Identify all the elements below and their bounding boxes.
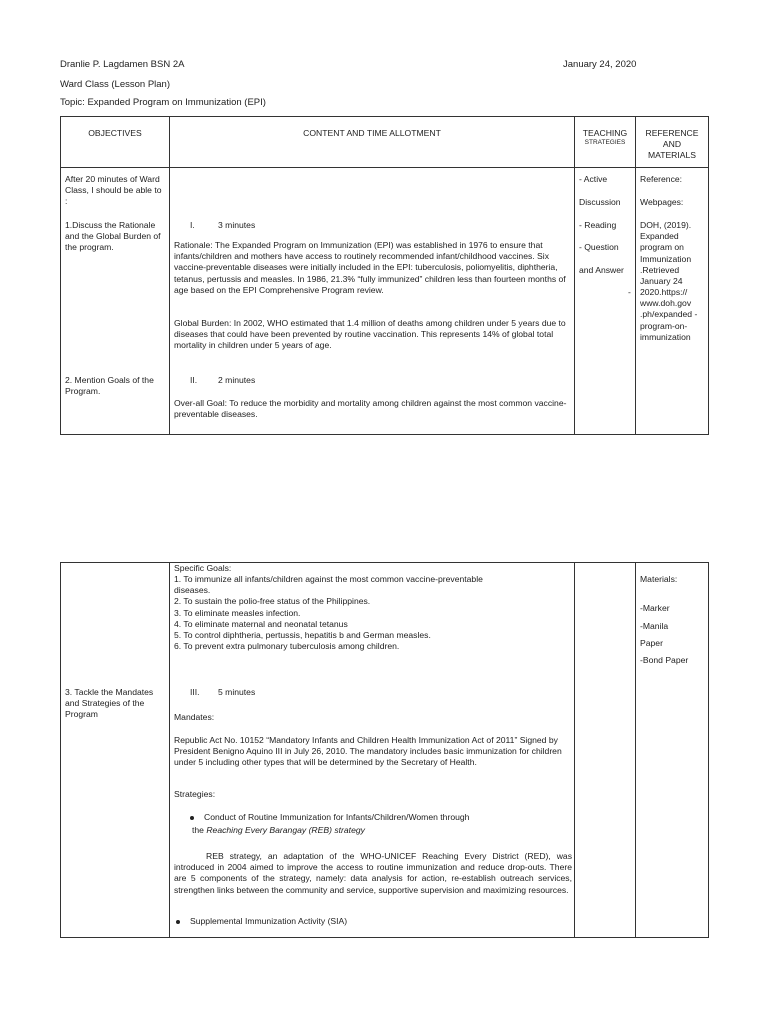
- objectives-header: OBJECTIVES: [61, 117, 170, 168]
- content-header: CONTENT AND TIME ALLOTMENT: [170, 117, 575, 168]
- objective-3: 3. Tackle the Mandates and Strategies of the Program: [65, 687, 154, 720]
- goal-item: 5. To control diphtheria, pertussis, hepatitis b and German measles.: [174, 629, 431, 640]
- goal-item: 2. To sustain the polio-free status of the Philippines.: [174, 596, 371, 607]
- content-cell: [170, 168, 575, 435]
- objective-2: 2. Mention Goals of the Program.: [65, 375, 154, 397]
- lesson-plan-table-1: [60, 116, 709, 435]
- material-manila: -Manila: [640, 621, 669, 631]
- document-date: January 24, 2020: [563, 59, 637, 70]
- rationale-text: Rationale: The Expanded Program on Immunization (EPI) was established in 1976 to ensure that infants/children and mothers have access to routinely recommended infant/childhood vaccines. Six vaccine-preventable diseases were initially included in the EPI: tuberculosis, poliomyelitis, diphtheria, tetanus, pertussis and measles. In 1986, 21.3% “fully immunized” children less than fourteen months of age based on the EPI Comprehensive Program review.: [174, 240, 566, 295]
- goals-list: [174, 574, 514, 652]
- strategy-active: - Active: [579, 174, 608, 184]
- class-title: Ward Class (Lesson Plan): [60, 79, 170, 90]
- section-3-number: III.: [190, 687, 200, 697]
- webpages-label: Webpages:: [640, 197, 684, 207]
- overall-goal-text: Over-all Goal: To reduce the morbidity and mortality among children against the most common vaccine-preventable diseases.: [174, 398, 567, 420]
- section-2-number: II.: [190, 375, 198, 385]
- goal-item: 4. To eliminate maternal and neonatal tetanus: [174, 618, 348, 629]
- section-2-time: 2 minutes: [218, 375, 256, 385]
- topic-line: Topic: Expanded Program on Immunization (EPI): [60, 97, 266, 108]
- materials-cell: [636, 563, 709, 938]
- reference-cell: [628, 168, 709, 435]
- reference-materials-header: REFERENCE AND MATERIALS: [636, 117, 709, 168]
- author-name: Dranlie P. Lagdamen BSN 2A: [60, 59, 185, 70]
- section-1-time: 3 minutes: [218, 220, 256, 230]
- reference-citation: DOH, (2019). Expanded program on Immunization .Retrieved January 24 2020.https:// www.doh.gov .ph/expanded -program-on-immunization: [640, 220, 698, 342]
- objectives-cell-2: [61, 563, 170, 938]
- section-3-time: 5 minutes: [218, 687, 256, 697]
- strategy-routine-immunization: Conduct of Routine Immunization for Infants/Children/Women through: [190, 812, 570, 823]
- bullet-icon: [190, 816, 194, 820]
- objectives-intro: After 20 minutes of Ward Class, I should be able to :: [65, 174, 162, 207]
- mandates-title: Mandates:: [174, 712, 215, 722]
- material-bond-paper: -Bond Paper: [640, 655, 689, 665]
- reference-label: Reference:: [640, 174, 683, 184]
- reference-dash: -: [628, 287, 631, 297]
- material-paper: Paper: [640, 638, 663, 648]
- strategies-title: Strategies:: [174, 789, 216, 799]
- teaching-strategies-cell-2: [575, 563, 636, 938]
- objectives-cell: [61, 168, 170, 435]
- lesson-plan-table-2: [60, 562, 709, 938]
- strategy-discussion: Discussion: [579, 197, 621, 207]
- section-1-number: I.: [190, 220, 195, 230]
- reb-strategy-text: REB strategy, an adaptation of the WHO-UNICEF Reaching Every District (RED), was introduced in 2004 aimed to improve the access to routine immunization and reduce drop-outs. There are 5 components of the strategy, namely: data analysis for action, re-establish outreach services, strengthen links between the community and service, supportive supervision and maximizing resources.: [174, 851, 572, 895]
- strategy-reading: - Reading: [579, 220, 617, 230]
- strategy-question: - Question: [579, 242, 619, 252]
- specific-goals-title: Specific Goals:: [174, 563, 232, 573]
- teaching-strategies-cell: [575, 168, 636, 435]
- global-burden-text: Global Burden: In 2002, WHO estimated that 1.4 million of deaths among children under 5 years due to diseases that could have been prevented by routine vaccination. This represents 14% of global total mortality in children under 5 years of age.: [174, 318, 566, 351]
- strategy-answer: and Answer: [579, 265, 624, 275]
- material-marker: -Marker: [640, 603, 670, 613]
- reb-strategy-line: the Reaching Every Barangay (REB) strategy: [192, 825, 365, 835]
- teaching-strategies-header: TEACHING STRATEGIES: [575, 117, 636, 168]
- strategy-sia: Supplemental Immunization Activity (SIA): [176, 916, 347, 927]
- mandates-text: Republic Act No. 10152 “Mandatory Infants and Children Health Immunization Act of 2011” Signed by President Benigno Aquino III in July 26, 2010. The mandatory includes basic immunization for children under 5 including other types that will be determined by the Secretary of Health.: [174, 735, 562, 768]
- goal-item: 3. To eliminate measles infection.: [174, 607, 301, 618]
- materials-title: Materials:: [640, 574, 678, 584]
- goal-item: 6. To prevent extra pulmonary tuberculosis among children.: [174, 641, 400, 652]
- objective-1: 1.Discuss the Rationale and the Global Burden of the program.: [65, 220, 161, 253]
- bullet-icon: [176, 920, 180, 924]
- goal-item: 1. To immunize all infants/children against the most common vaccine-preventable diseases.: [174, 574, 483, 596]
- content-cell-2: [170, 563, 575, 938]
